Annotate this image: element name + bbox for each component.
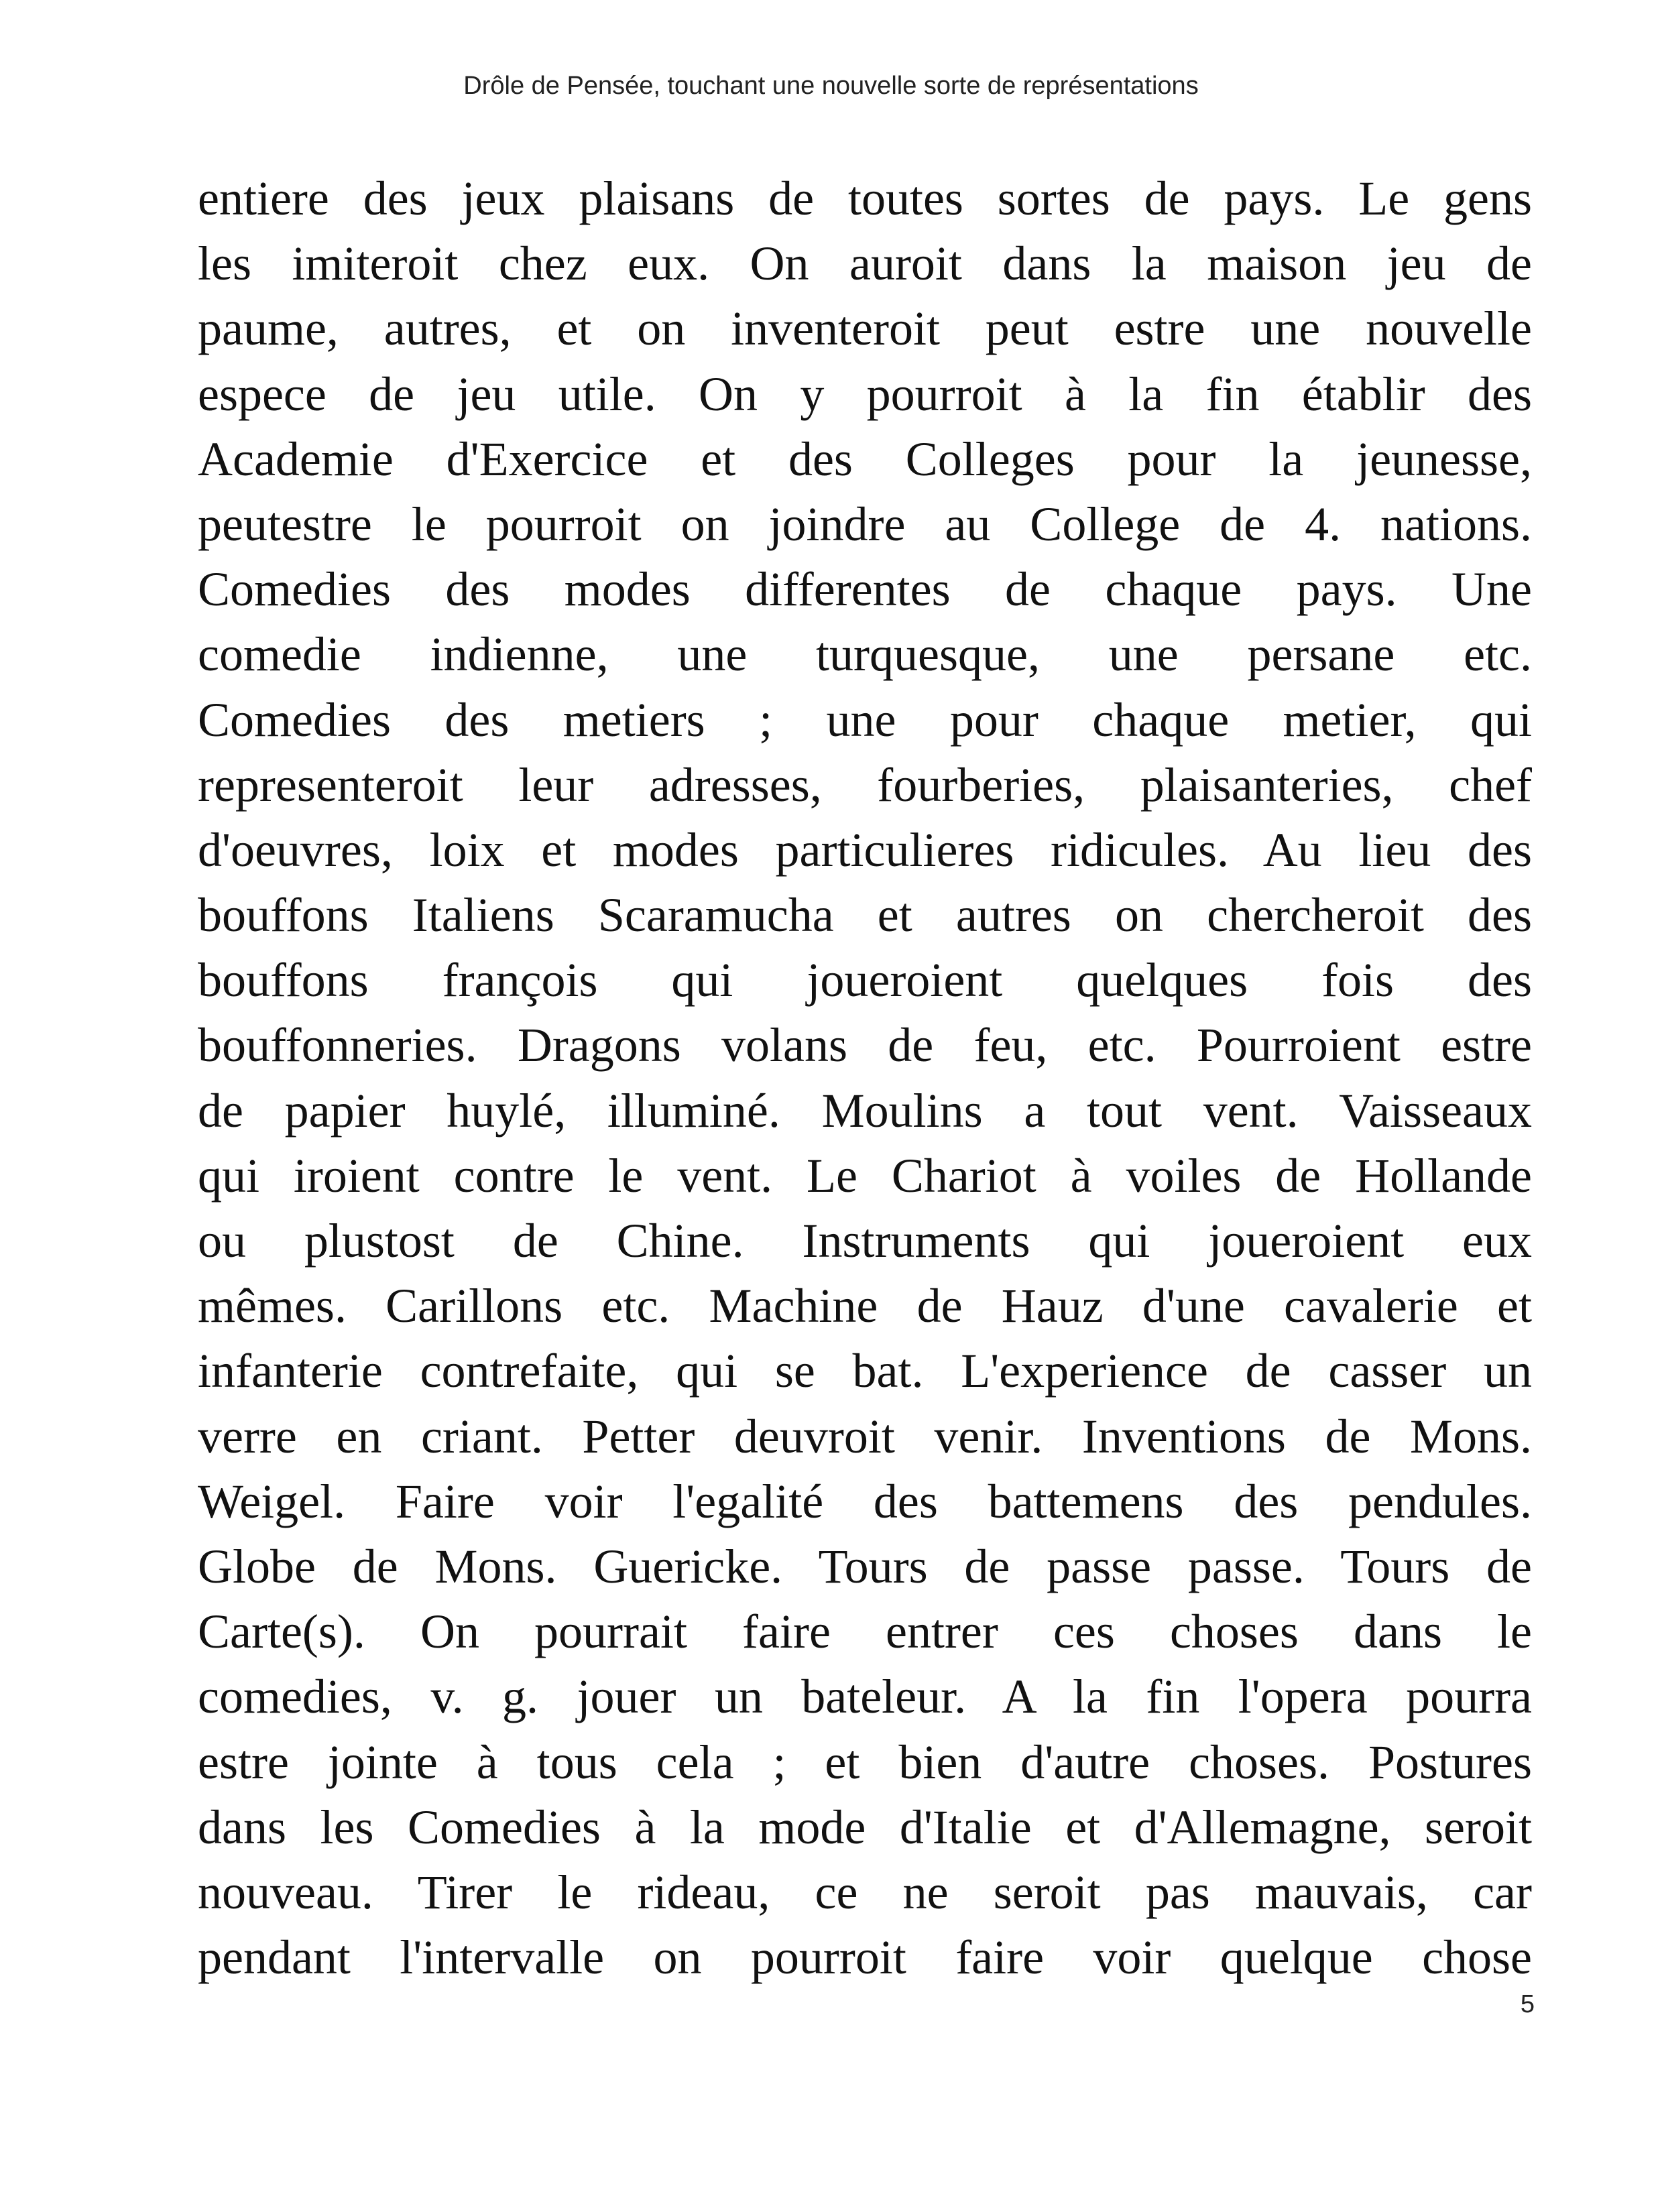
text-line: Academie d'Exercice et des Colleges pour la jeunesse, (198, 432, 1532, 486)
text-line: les imiteroit chez eux. On auroit dans la maison jeu de (198, 237, 1532, 291)
text-line: representeroit leur adresses, fourberies, plaisanteries, chef (198, 757, 1532, 812)
text-line: bouffons françois qui joueroient quelques fois des (198, 953, 1532, 1007)
text-line: Comedies des modes differentes de chaque pays. Une (198, 562, 1532, 617)
running-header: Drôle de Pensée, touchant une nouvelle sorte de représentations (463, 72, 1199, 100)
text-line: qui iroient contre le vent. Le Chariot à voiles de Hollande (198, 1148, 1532, 1203)
body-text (198, 166, 1532, 1990)
text-line: espece de jeu utile. On y pourroit à la fin établir des (198, 367, 1532, 421)
text-line: estre jointe à tous cela ; et bien d'autre choses. Postures (198, 1735, 1532, 1789)
text-line: dans les Comedies à la mode d'Italie et d'Allemagne, seroit (198, 1800, 1532, 1854)
text-line: comedie indienne, une turquesque, une persane etc. (198, 627, 1532, 682)
text-line: comedies, v. g. jouer un bateleur. A la fin l'opera pourra (198, 1670, 1532, 1724)
text-line: bouffons Italiens Scaramucha et autres on chercheroit des (198, 888, 1532, 942)
text-line: d'oeuvres, loix et modes particulieres ridicules. Au lieu des (198, 822, 1532, 877)
text-line: verre en criant. Petter deuvroit venir. Inventions de Mons. (198, 1409, 1532, 1463)
text-line: mêmes. Carillons etc. Machine de Hauz d'une cavalerie et (198, 1279, 1532, 1333)
text-line: Comedies des metiers ; une pour chaque metier, qui (198, 692, 1532, 747)
text-line: pendant l'intervalle on pourroit faire voir quelque chose (198, 1930, 1532, 1985)
text-line: entiere des jeux plaisans de toutes sortes de pays. Le gens (198, 172, 1532, 225)
text-line: ou plustost de Chine. Instruments qui joueroient eux (198, 1214, 1532, 1268)
text-line: Globe de Mons. Guericke. Tours de passe passe. Tours de (198, 1539, 1532, 1593)
text-line: peutestre le pourroit on joindre au College de 4. nations. (198, 497, 1532, 551)
text-line: nouveau. Tirer le rideau, ce ne seroit pas mauvais, car (198, 1865, 1532, 1919)
text-line: paume, autres, et on inventeroit peut estre une nouvelle (198, 302, 1532, 356)
text-line: infanterie contrefaite, qui se bat. L'experience de casser un (198, 1344, 1532, 1398)
text-line: de papier huylé, illuminé. Moulins a tout vent. Vaisseaux (198, 1083, 1532, 1138)
text-line: Carte(s). On pourrait faire entrer ces choses dans le (198, 1605, 1532, 1659)
page-number: 5 (1520, 1990, 1535, 2018)
text-line: bouffonneries. Dragons volans de feu, etc. Pourroient estre (198, 1018, 1532, 1072)
text-line: Weigel. Faire voir l'egalité des battemens des pendules. (198, 1474, 1532, 1528)
